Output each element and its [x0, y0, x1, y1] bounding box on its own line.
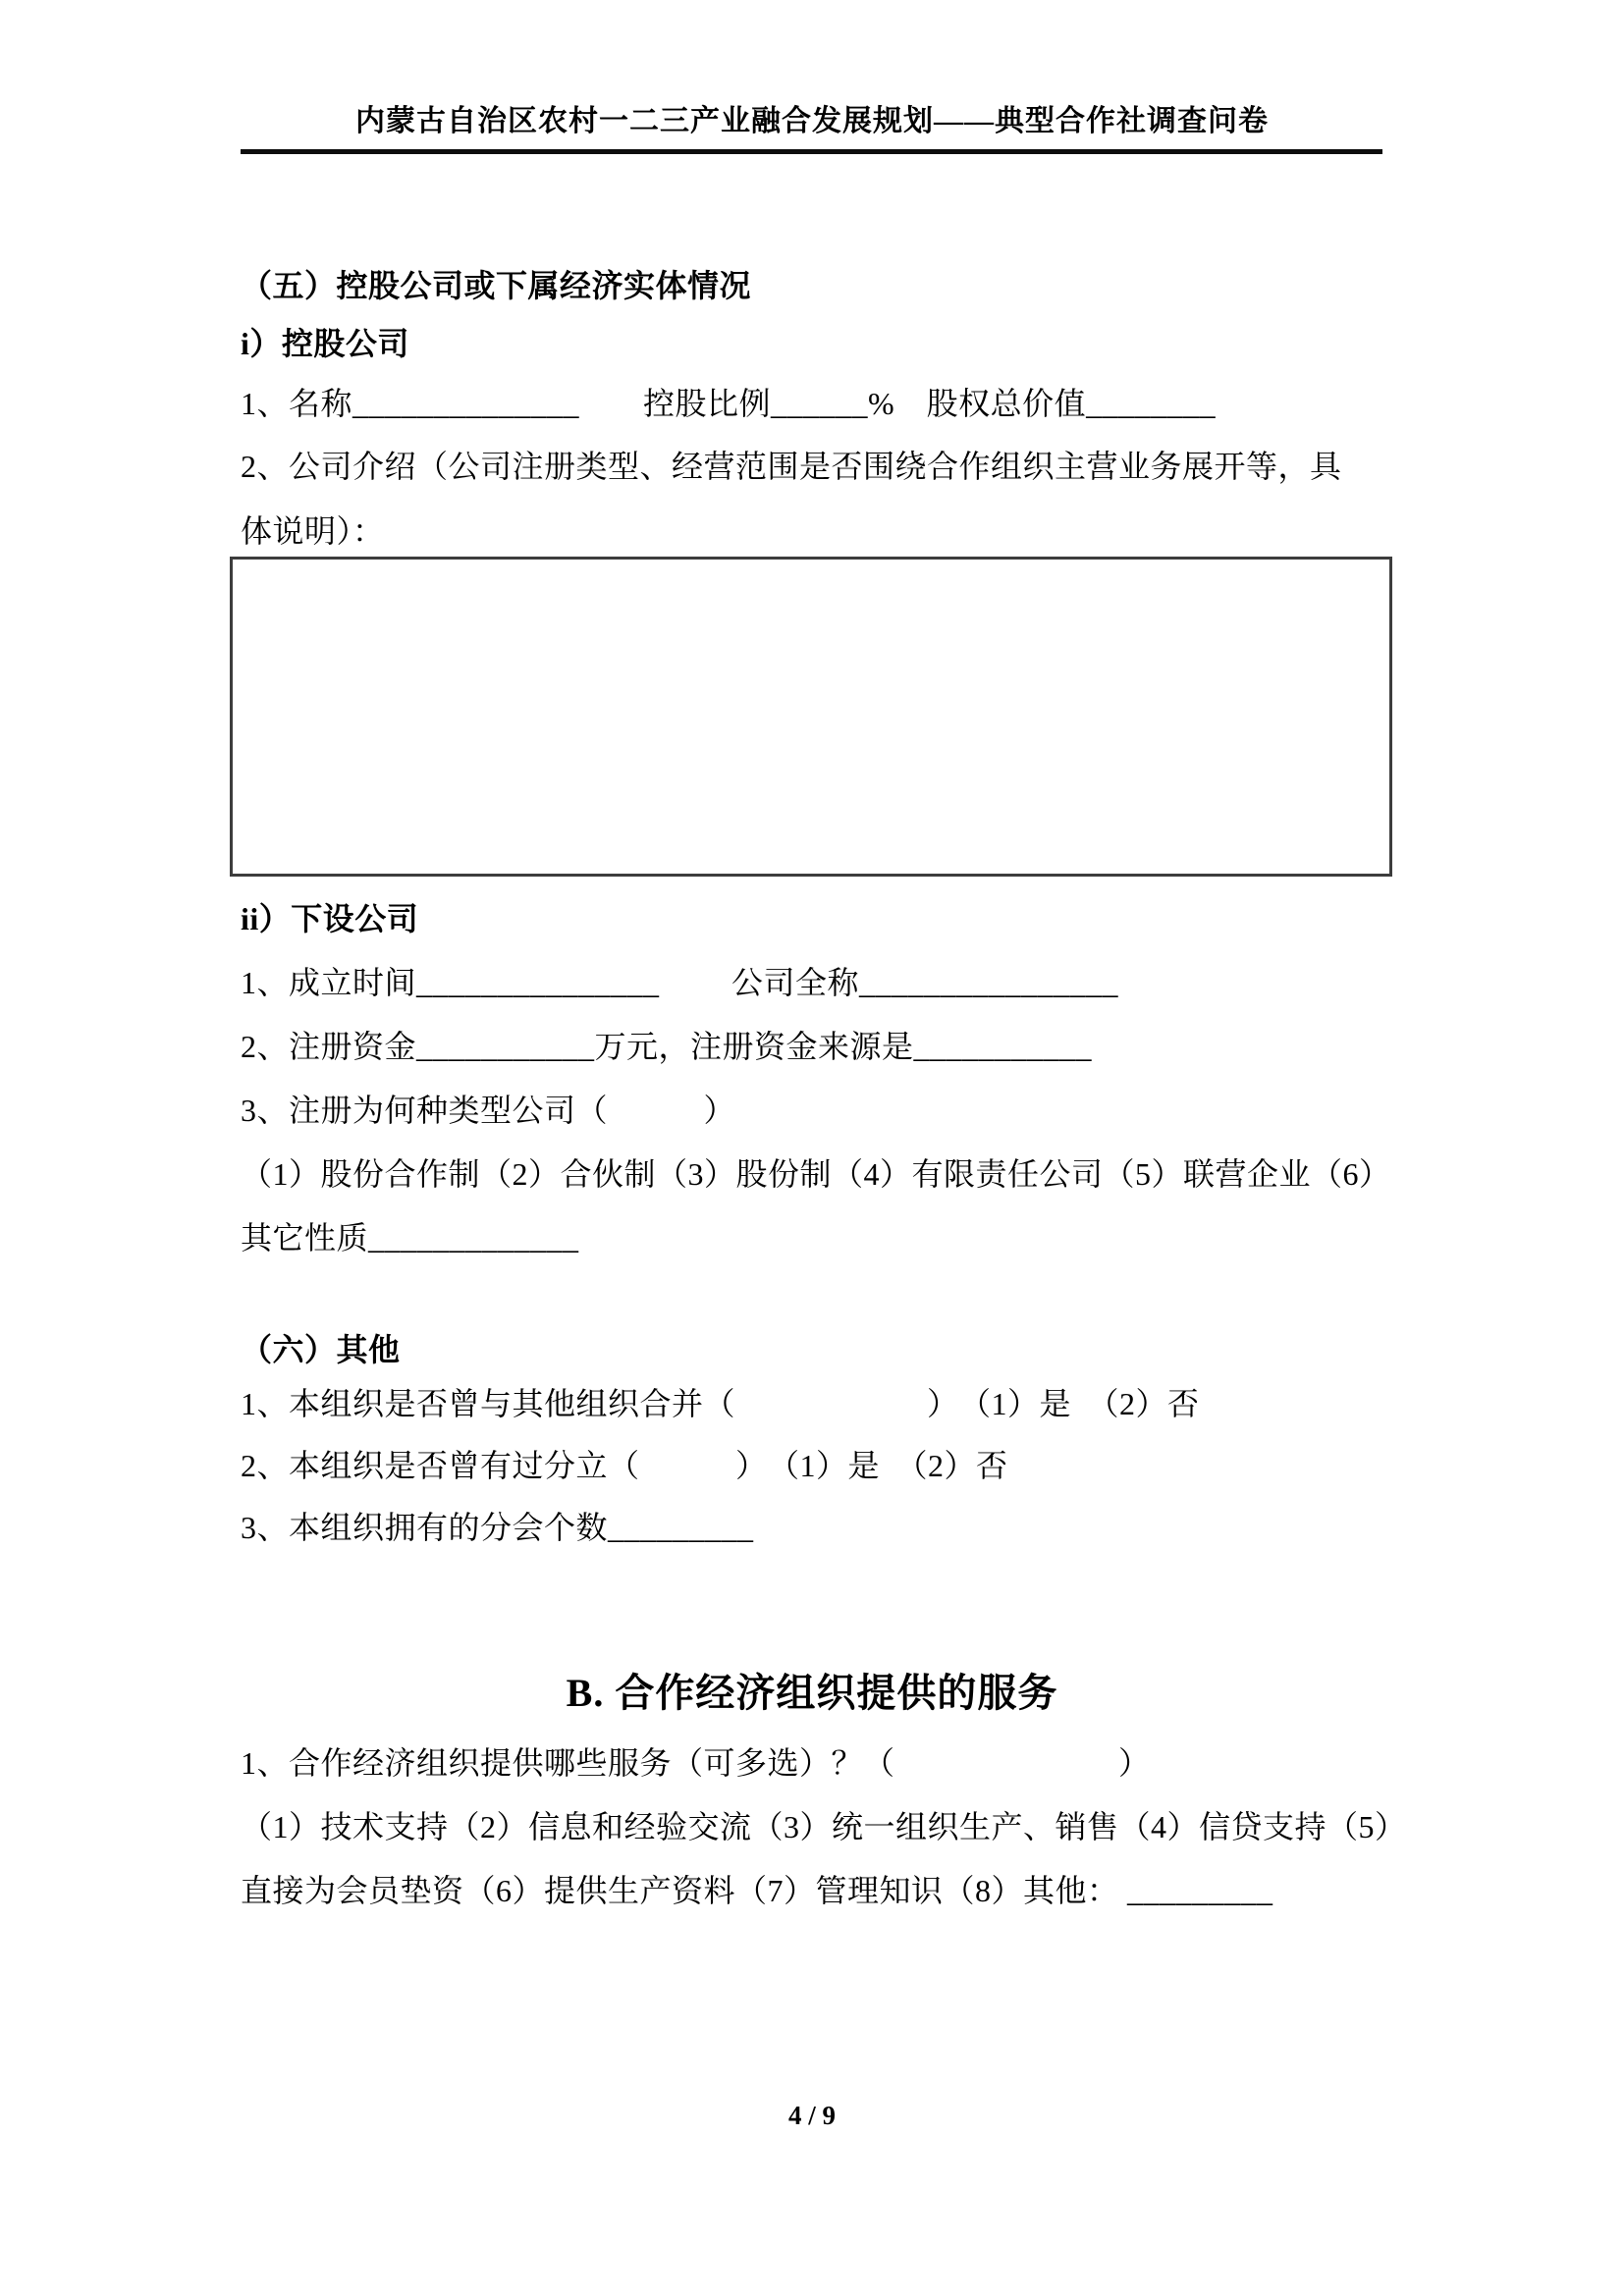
question-company-intro-line1: 2、公司介绍（公司注册类型、经营范围是否围绕合作组织主营业务展开等，具	[241, 449, 1342, 484]
header-divider-rule	[241, 149, 1382, 154]
question-company-intro-line2: 体说明）：	[241, 513, 385, 549]
section5-heading: （五）控股公司或下属经济实体情况	[241, 268, 752, 303]
question-company-type: 3、注册为何种类型公司（ ）	[241, 1093, 736, 1128]
document-header-title: 内蒙古自治区农村一二三产业融合发展规划——典型合作社调查问卷	[355, 105, 1269, 137]
company-type-options: （1）股份合作制（2）合伙制（3）股份制（4）有限责任公司（5）联营企业（6）	[241, 1156, 1391, 1192]
question-holding-name-ratio-value: 1、名称______________ 控股比例______% 股权总价值________	[241, 386, 1217, 421]
services-options-line1: （1）技术支持（2）信息和经验交流（3）统一组织生产、销售（4）信贷支持（5）	[241, 1809, 1407, 1844]
services-options-line2: 直接为会员垫资（6）提供生产资料（7）管理知识（8）其他： _________	[241, 1873, 1273, 1908]
section5-sub-ii-heading: ii）下设公司	[241, 901, 419, 936]
sectionB-heading: B. 合作经济组织提供的服务	[566, 1671, 1058, 1715]
question-merger: 1、本组织是否曾与其他组织合并（ ） （1）是 （2）否	[241, 1386, 1200, 1421]
question-services-provided: 1、合作经济组织提供哪些服务（可多选）？（ ）	[241, 1745, 1151, 1781]
company-type-other-blank: 其它性质_____________	[241, 1220, 579, 1255]
page-number: 4 / 9	[787, 2101, 836, 2130]
section5-sub-i-heading: i）控股公司	[241, 326, 409, 361]
company-intro-answer-box[interactable]	[230, 557, 1392, 877]
question-branch-count: 3、本组织拥有的分会个数_________	[241, 1510, 754, 1545]
question-split: 2、本组织是否曾有过分立（ ） （1）是 （2）否	[241, 1448, 1008, 1483]
question-registered-capital: 2、注册资金___________万元，注册资金来源是___________	[241, 1029, 1093, 1064]
section6-heading: （六）其他	[241, 1332, 401, 1367]
question-founding-time-fullname: 1、成立时间_______________ 公司全称________________	[241, 965, 1119, 1000]
